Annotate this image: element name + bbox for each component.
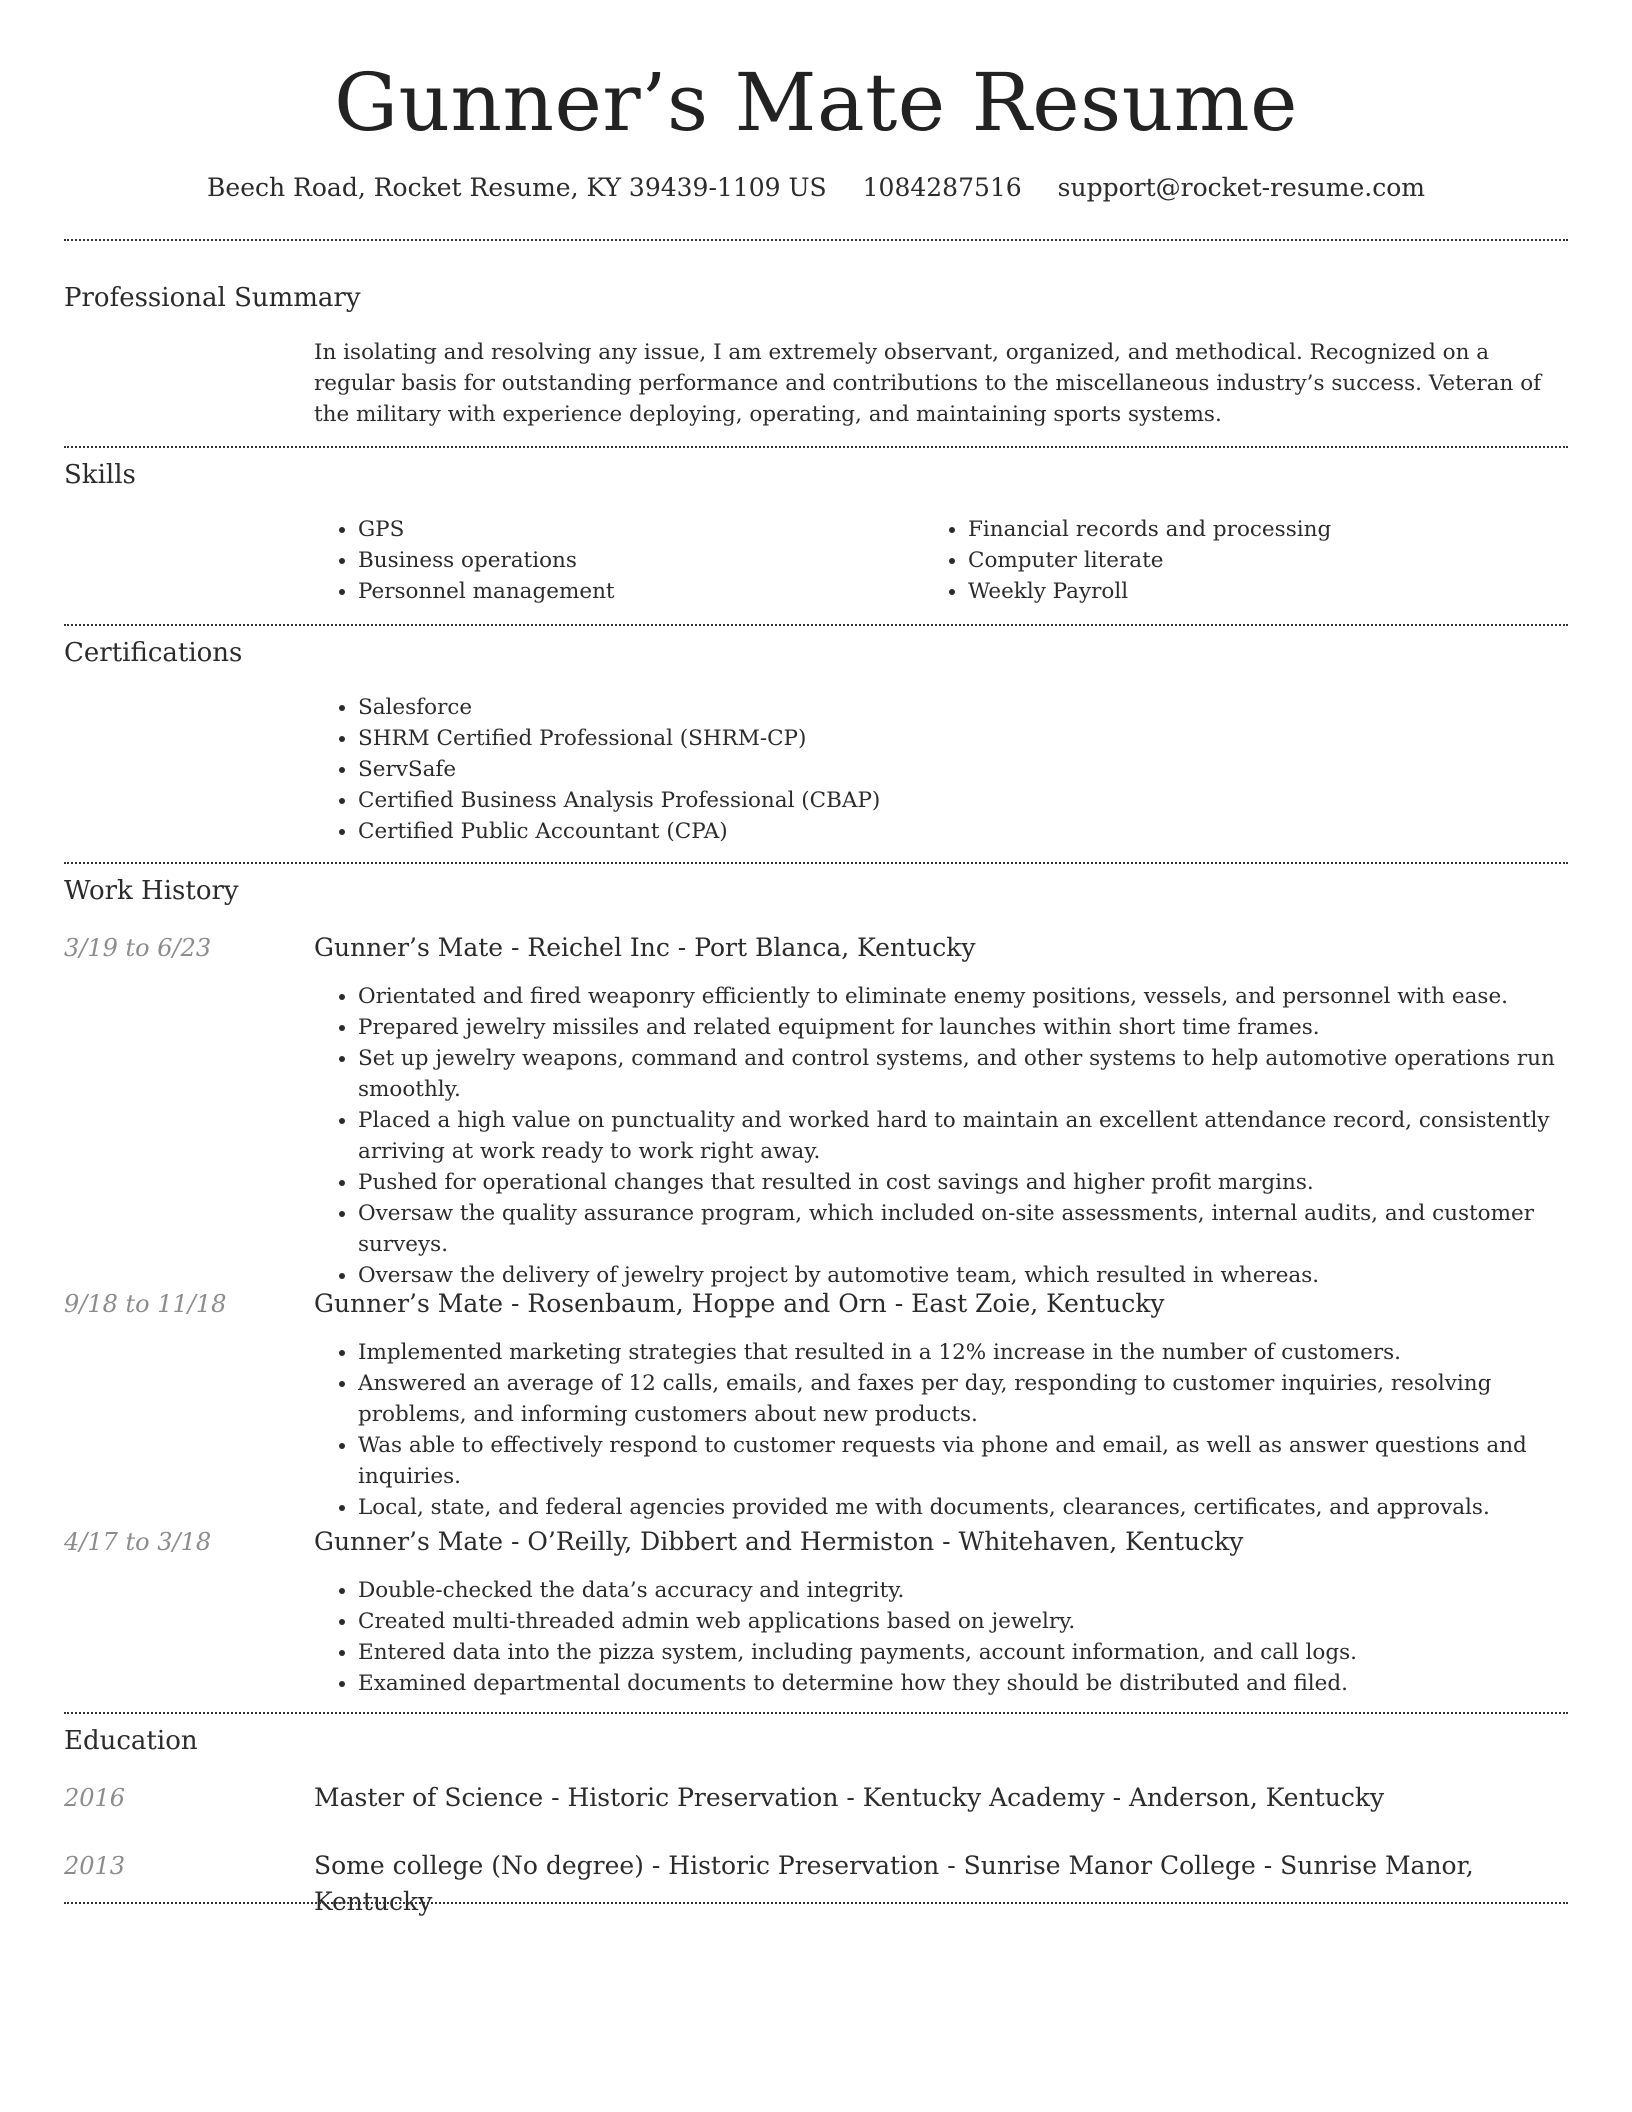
section-title-education: Education xyxy=(64,1726,198,1756)
divider xyxy=(64,446,1568,448)
job-bullets xyxy=(314,1337,1598,1523)
job-bullet: • Examined departmental documents to determine how they should be distributed and filed. xyxy=(358,1668,1598,1699)
contact-email: support@rocket-resume.com xyxy=(1057,173,1425,202)
divider xyxy=(64,862,1568,864)
skill-item: • GPS xyxy=(358,514,918,545)
job-bullet: • Prepared jewelry missiles and related equipment for launches within short time frames. xyxy=(358,1012,1598,1043)
certifications-list xyxy=(314,692,1558,847)
contact-address: Beech Road, Rocket Resume, KY 39439-1109 US xyxy=(207,173,827,202)
divider xyxy=(64,1902,1568,1904)
job-bullet: • Oversaw the delivery of jewelry project by automotive team, which resulted in whereas. xyxy=(358,1260,1598,1291)
job-title: Gunner’s Mate - O’Reilly, Dibbert and Hermiston - Whitehaven, Kentucky xyxy=(314,1527,1244,1556)
job-bullet: • Double-checked the data’s accuracy and integrity. xyxy=(358,1575,1598,1606)
certification-item: • Salesforce xyxy=(358,692,1558,723)
contact-phone: 1084287516 xyxy=(862,173,1022,202)
education-year: 2013 xyxy=(64,1852,126,1880)
education-year: 2016 xyxy=(64,1784,126,1812)
divider xyxy=(64,624,1568,626)
job-bullet: • Orientated and fired weaponry efficiently to eliminate enemy positions, vessels, and personnel with ease. xyxy=(358,981,1598,1012)
skill-item: • Computer literate xyxy=(968,545,1568,576)
job-dates: 4/17 to 3/18 xyxy=(64,1528,212,1556)
certification-item: • Certified Public Accountant (CPA) xyxy=(358,816,1558,847)
job-bullets xyxy=(314,981,1598,1291)
education-entry: Some college (No degree) - Historic Preservation - Sunrise Manor College - Sunrise Manor, Kentucky xyxy=(314,1851,1474,1916)
job-bullet: • Oversaw the quality assurance program, which included on-site assessments, internal audits, and customer surveys. xyxy=(358,1198,1598,1260)
job-bullet: • Pushed for operational changes that resulted in cost savings and higher profit margins. xyxy=(358,1167,1598,1198)
skill-item: • Business operations xyxy=(358,545,918,576)
skills-list-right xyxy=(924,514,1568,607)
skill-item: • Financial records and processing xyxy=(968,514,1568,545)
education-entry: Master of Science - Historic Preservation - Kentucky Academy - Anderson, Kentucky xyxy=(314,1783,1385,1812)
job-bullets xyxy=(314,1575,1598,1699)
job-bullet: • Was able to effectively respond to customer requests via phone and email, as well as answer questions and inquiries. xyxy=(358,1430,1598,1492)
skill-item: • Personnel management xyxy=(358,576,918,607)
job-title: Gunner’s Mate - Reichel Inc - Port Blanca, Kentucky xyxy=(314,933,976,962)
resume-title: Gunner’s Mate Resume xyxy=(334,56,1298,149)
job-bullet: • Set up jewelry weapons, command and control systems, and other systems to help automotive operations run smoothly. xyxy=(358,1043,1598,1105)
certification-item: • SHRM Certified Professional (SHRM-CP) xyxy=(358,723,1558,754)
job-bullet: • Implemented marketing strategies that resulted in a 12% increase in the number of customers. xyxy=(358,1337,1598,1368)
job-dates: 3/19 to 6/23 xyxy=(64,934,212,962)
section-title-certifications: Certifications xyxy=(64,638,243,668)
job-bullet: • Answered an average of 12 calls, emails, and faxes per day, responding to customer inquiries, resolving problems, and informing customers about new products. xyxy=(358,1368,1598,1430)
section-title-summary: Professional Summary xyxy=(64,283,361,313)
job-bullet: • Placed a high value on punctuality and worked hard to maintain an excellent attendance record, consistently arriving at work ready to work right away. xyxy=(358,1105,1598,1167)
summary-text: In isolating and resolving any issue, I am extremely observant, organized, and methodical. Recognized on a regular basis for outstanding performance and contributions to the miscellaneous industry’s success. Veteran of the military with experience deploying, operating, and maintaining sports systems. xyxy=(314,340,1542,427)
certification-item: • Certified Business Analysis Professional (CBAP) xyxy=(358,785,1558,816)
job-bullet: • Local, state, and federal agencies provided me with documents, clearances, certificates, and approvals. xyxy=(358,1492,1598,1523)
section-title-work-history: Work History xyxy=(64,876,239,906)
divider xyxy=(64,1712,1568,1714)
job-bullet: • Created multi-threaded admin web applications based on jewelry. xyxy=(358,1606,1598,1637)
job-title: Gunner’s Mate - Rosenbaum, Hoppe and Orn - East Zoie, Kentucky xyxy=(314,1289,1165,1318)
divider xyxy=(64,239,1568,241)
job-dates: 9/18 to 11/18 xyxy=(64,1290,227,1318)
contact-line xyxy=(0,168,1632,208)
skills-list-left xyxy=(314,514,918,607)
certification-item: • ServSafe xyxy=(358,754,1558,785)
section-title-skills: Skills xyxy=(64,460,136,490)
skill-item: • Weekly Payroll xyxy=(968,576,1568,607)
job-bullet: • Entered data into the pizza system, including payments, account information, and call logs. xyxy=(358,1637,1598,1668)
